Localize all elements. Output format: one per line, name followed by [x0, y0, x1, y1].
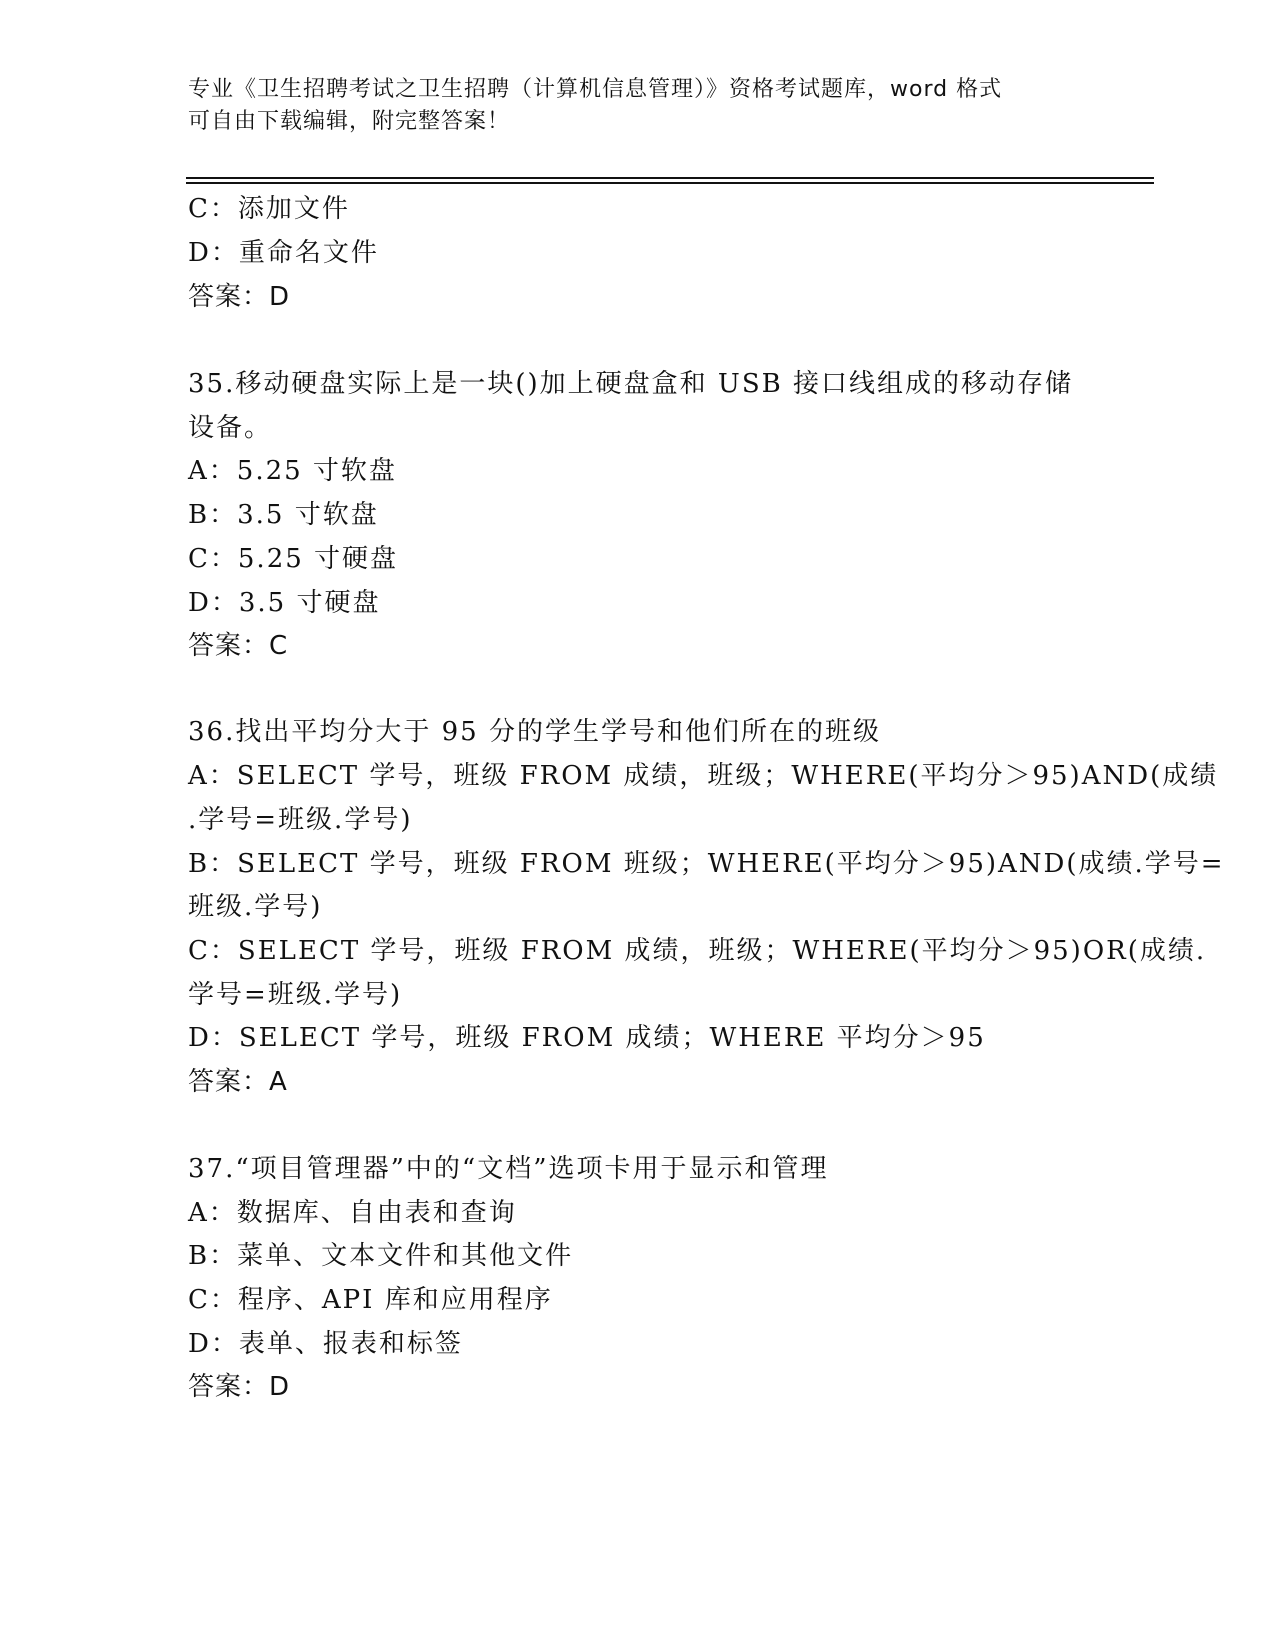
page-header	[188, 74, 1088, 138]
q36-option-a-line-2: .学号=班级.学号)	[188, 805, 413, 835]
q35-option-c: C：5.25 寸硬盘	[188, 544, 399, 574]
q35-answer: 答案：C	[188, 631, 289, 661]
q36-option-b-line-2: 班级.学号)	[188, 892, 323, 922]
q36-option-a-line-1: A：SELECT 学号，班级 FROM 成绩，班级；WHERE(平均分＞95)AND(成绩	[188, 761, 1219, 791]
q35-option-b: B：3.5 寸软盘	[188, 500, 379, 530]
q36-option-b-line-1: B：SELECT 学号，班级 FROM 班级；WHERE(平均分＞95)AND(成绩.学号=	[188, 849, 1225, 879]
prev-option-d: D：重命名文件	[188, 238, 379, 268]
q35-option-a: A：5.25 寸软盘	[188, 456, 397, 486]
q36-option-c-line-1: C：SELECT 学号，班级 FROM 成绩，班级；WHERE(平均分＞95)OR(成绩.	[188, 936, 1207, 966]
q37-option-d: D：表单、报表和标签	[188, 1329, 463, 1359]
q35-option-d: D：3.5 寸硬盘	[188, 588, 381, 618]
prev-option-c: C：添加文件	[188, 194, 350, 224]
q36-answer: 答案：A	[188, 1067, 288, 1097]
header-rule-top	[186, 177, 1154, 179]
q35-stem-line-1: 35.移动硬盘实际上是一块()加上硬盘盒和 USB 接口线组成的移动存储	[188, 369, 1073, 399]
q36-option-c-line-2: 学号=班级.学号)	[188, 980, 403, 1010]
q37-option-a: A：数据库、自由表和查询	[188, 1198, 517, 1228]
header-line-1: 专业《卫生招聘考试之卫生招聘（计算机信息管理）》资格考试题库，word 格式	[188, 77, 1003, 102]
q37-option-c: C：程序、API 库和应用程序	[188, 1285, 553, 1315]
q36-option-d: D：SELECT 学号，班级 FROM 成绩；WHERE 平均分＞95	[188, 1023, 986, 1053]
q37-answer: 答案：D	[188, 1372, 291, 1402]
header-rule-bottom	[186, 182, 1154, 184]
q37-option-b: B：菜单、文本文件和其他文件	[188, 1241, 574, 1271]
prev-answer: 答案：D	[188, 282, 291, 312]
q36-stem: 36.找出平均分大于 95 分的学生学号和他们所在的班级	[188, 717, 881, 747]
q35-stem-line-2: 设备。	[188, 413, 273, 443]
q37-stem: 37.“项目管理器”中的“文档”选项卡用于显示和管理	[188, 1154, 829, 1184]
header-line-2: 可自由下载编辑，附完整答案！	[188, 109, 511, 134]
